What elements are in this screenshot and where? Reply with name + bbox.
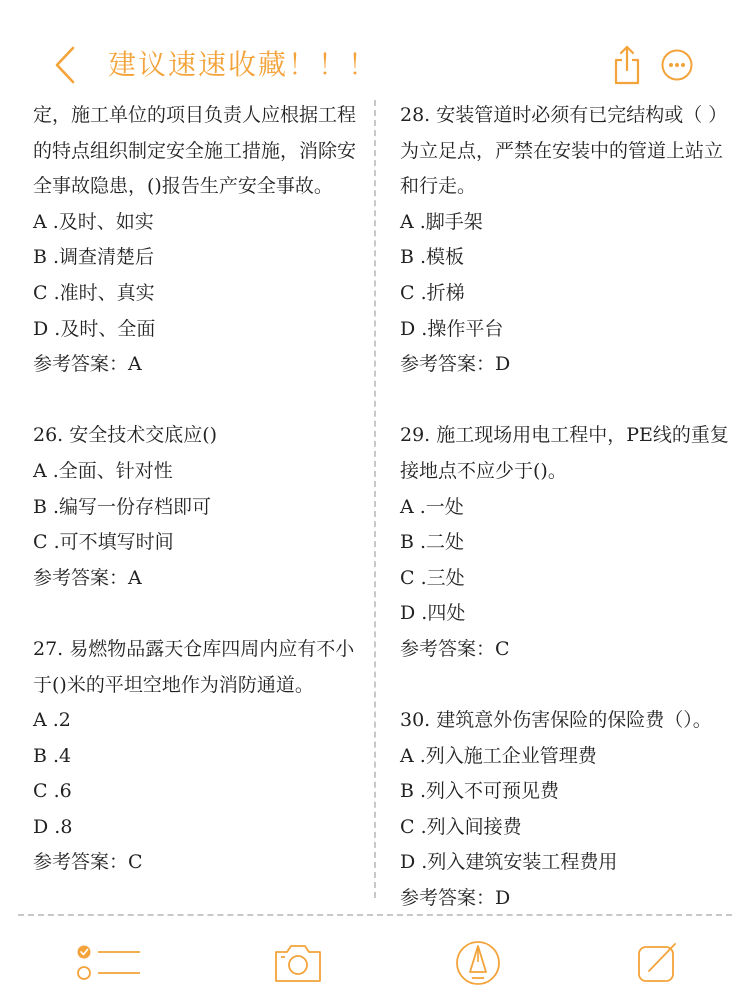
- answer-line: 参考答案：A: [33, 353, 142, 376]
- option-d: D .8: [33, 815, 73, 838]
- compose-icon: [635, 941, 679, 985]
- camera-button[interactable]: [270, 938, 326, 988]
- navigation-header: [0, 0, 750, 96]
- option-c: C .三处: [400, 566, 465, 589]
- bottom-toolbar: [0, 916, 750, 1002]
- chevron-left-icon: [54, 46, 76, 84]
- option-a: A .及时、如实: [33, 210, 154, 233]
- share-icon: [613, 45, 641, 85]
- option-c: C .准时、真实: [33, 281, 155, 304]
- answer-line: 参考答案：A: [33, 566, 142, 589]
- answer-line: 参考答案：C: [400, 637, 510, 660]
- more-button[interactable]: [660, 48, 694, 82]
- spacer: [33, 383, 369, 419]
- camera-icon: [272, 942, 324, 984]
- option-a: A .2: [33, 709, 71, 732]
- option-b: B .编写一份存档即可: [33, 495, 212, 518]
- question-title: 26. 安全技术交底应(): [33, 424, 218, 447]
- option-b: B .模板: [400, 246, 465, 269]
- option-c: C .6: [33, 780, 72, 803]
- option-a: A .脚手架: [400, 210, 483, 233]
- option-d: D .列入建筑安装工程费用: [400, 851, 618, 874]
- option-c: C .可不填写时间: [33, 531, 174, 554]
- note-title: 建议速速收藏！！！: [108, 48, 379, 81]
- option-a: A .列入施工企业管理费: [400, 744, 597, 767]
- option-b: B .调查清楚后: [33, 246, 155, 269]
- option-b: B .列入不可预见费: [400, 780, 560, 803]
- spacer: [400, 668, 740, 704]
- question-title: 于()米的平坦空地作为消防通道。: [33, 673, 314, 696]
- left-column: [33, 98, 369, 881]
- option-d: D .及时、全面: [33, 317, 156, 340]
- option-c: C .折梯: [400, 281, 465, 304]
- question-title: 28. 安装管道时必须有已完结构或（ ）: [400, 104, 728, 126]
- column-divider: [374, 100, 376, 898]
- sketch-button[interactable]: [455, 938, 501, 988]
- question-text-line: 定，施工单位的项目负责人应根据工程: [33, 104, 357, 126]
- answer-line: 参考答案：D: [400, 887, 511, 910]
- option-a: A .全面、针对性: [33, 459, 173, 482]
- question-title: 和行走。: [400, 175, 477, 198]
- question-title: 30. 建筑意外伤害保险的保险费（）。: [400, 709, 712, 732]
- pen-icon: [455, 940, 501, 986]
- question-title: 为立足点，严禁在安装中的管道上站立: [400, 139, 724, 162]
- option-b: B .二处: [400, 531, 465, 554]
- option-c: C .列入间接费: [400, 815, 522, 838]
- option-d: D .四处: [400, 602, 466, 625]
- right-column: [400, 98, 740, 917]
- spacer: [400, 383, 740, 419]
- more-icon: [661, 49, 693, 81]
- share-button[interactable]: [608, 44, 646, 86]
- answer-line: 参考答案：D: [400, 353, 511, 376]
- question-title: 接地点不应少于()。: [400, 459, 567, 482]
- question-text-line: 全事故隐患，()报告生产安全事故。: [33, 175, 333, 198]
- question-text-line: 的特点组织制定安全施工措施，消除安: [33, 139, 357, 162]
- checklist-button[interactable]: [74, 938, 144, 988]
- question-title: 29. 施工现场用电工程中，PE线的重复: [400, 424, 729, 447]
- spacer: [33, 596, 369, 632]
- checklist-icon: [76, 941, 142, 985]
- back-button[interactable]: [48, 44, 82, 86]
- option-a: A .一处: [400, 495, 464, 518]
- option-b: B .4: [33, 744, 72, 767]
- answer-line: 参考答案：C: [33, 851, 143, 874]
- compose-button[interactable]: [634, 938, 680, 988]
- option-d: D .操作平台: [400, 317, 504, 340]
- question-title: 27. 易燃物品露天仓库四周内应有不小: [33, 637, 355, 660]
